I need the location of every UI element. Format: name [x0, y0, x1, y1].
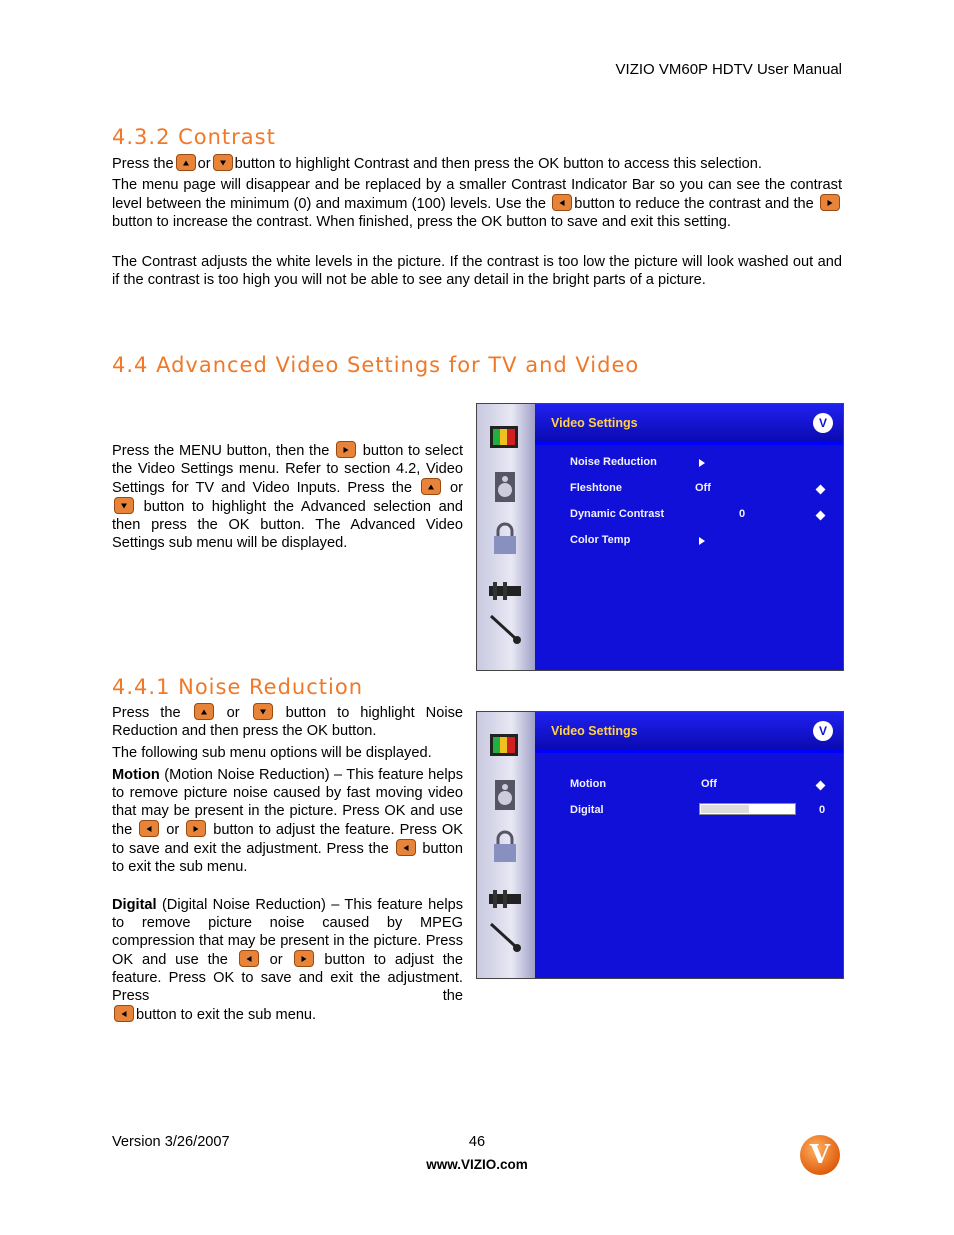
right-button-icon [294, 950, 314, 967]
vizio-logo-icon: V [800, 1135, 840, 1175]
speaker-icon [487, 778, 523, 812]
section-heading-contrast: 4.3.2 Contrast [112, 125, 276, 149]
digital-level-fill [701, 805, 749, 813]
motion-value: Off [701, 778, 717, 790]
left-button-icon [239, 950, 259, 967]
noise-reduction-menu-screenshot [476, 711, 844, 979]
up-button-icon [194, 703, 214, 720]
diamond-icon [817, 780, 824, 792]
arrow-right-icon [699, 536, 705, 548]
noise-paragraph-1: Press the or button to highlight Noise Reduction and then press the OK button. [112, 705, 463, 739]
digital-level-bar [699, 803, 796, 815]
left-button-icon [396, 839, 416, 856]
right-button-icon [336, 441, 356, 458]
menu-title: Video Settings [551, 724, 638, 738]
arrow-right-icon [699, 458, 705, 470]
menu-sidebar [477, 712, 535, 978]
motion-description: Motion (Motion Noise Reduction) – This feature helps to remove picture noise caused by fast moving video that may be present in the picture. Press OK and use the or button to adjust the feature. Press OK to save and exit the adjustment. Press the button to exit the sub menu. [112, 767, 464, 875]
lock-icon [487, 522, 523, 556]
version-text: Version 3/26/2007 [112, 1134, 230, 1150]
left-button-icon [139, 820, 159, 837]
digital-value: 0 [819, 804, 826, 816]
manual-title: VIZIO VM60P HDTV User Manual [615, 61, 842, 78]
menu-item-digital: Digital [570, 804, 604, 816]
menu-item-dynamic-contrast: Dynamic Contrast [570, 508, 665, 520]
section-heading-noise-reduction: 4.4.1 Noise Reduction [112, 675, 364, 699]
contrast-paragraph-1: Press the or button to highlight Contrast and then press the OK button to access this selection. [112, 156, 762, 172]
noise-paragraph-2: The following sub menu options will be displayed. [112, 745, 432, 761]
connector-icon [487, 882, 523, 916]
tools-icon [487, 612, 523, 646]
contrast-paragraph-3: The Contrast adjusts the white levels in the picture. If the contrast is too low the picture will look washed out and if the contrast is too high you will not be able to see any detail in the bright parts of a picture. [112, 254, 842, 288]
vizio-logo-icon: V [813, 721, 833, 741]
advanced-paragraph-1: Press the MENU button, then the button to select the Video Settings menu. Refer to section 4.2, Video Settings for TV and Video Inputs. Press the or button to highlight the Advanced selection and then press the OK button. The Advanced Video Settings sub menu will be displayed. [112, 443, 464, 551]
section-heading-advanced-video: 4.4 Advanced Video Settings for TV and Video [112, 353, 640, 377]
vizio-logo-icon: V [813, 413, 833, 433]
up-button-icon [421, 478, 441, 495]
diamond-icon [817, 510, 824, 522]
fleshtone-value: Off [695, 482, 711, 494]
dynamic-contrast-value: 0 [739, 508, 746, 520]
tools-icon [487, 920, 523, 954]
menu-item-motion: Motion [570, 778, 607, 790]
down-button-icon [213, 154, 233, 171]
menu-item-color-temp: Color Temp [570, 534, 631, 546]
right-button-icon [186, 820, 206, 837]
page-number: 46 [468, 1134, 486, 1150]
digital-description: Digital (Digital Noise Reduction) – This feature helps to remove picture noise caused by MPEG compression that may be present in the picture. Press OK and use the or button to adjust the feature. Press OK to save and exit the adjustment. Press the button to exit the sub menu. [112, 897, 463, 1023]
left-button-icon [552, 194, 572, 211]
speaker-icon [487, 470, 523, 504]
menu-item-fleshtone: Fleshtone [570, 482, 622, 494]
down-button-icon [114, 497, 134, 514]
connector-icon [487, 574, 523, 608]
left-button-icon [114, 1005, 134, 1022]
website-url: www.VIZIO.com [426, 1157, 528, 1172]
video-settings-menu-screenshot [476, 403, 844, 671]
tv-icon [487, 422, 523, 456]
up-button-icon [176, 154, 196, 171]
contrast-paragraph-2: The menu page will disappear and be replaced by a smaller Contrast Indicator Bar so you can see the contrast level between the minimum (0) and maximum (100) levels. Use the button to reduce the contrast and the button to increase the contrast. When finished, press the OK button to save and exit this setting. [112, 177, 842, 230]
down-button-icon [253, 703, 273, 720]
lock-icon [487, 830, 523, 864]
right-button-icon [820, 194, 840, 211]
menu-sidebar [477, 404, 535, 670]
menu-title: Video Settings [551, 416, 638, 430]
menu-item-noise-reduction: Noise Reduction [570, 456, 657, 468]
tv-icon [487, 730, 523, 764]
diamond-icon [817, 484, 824, 496]
